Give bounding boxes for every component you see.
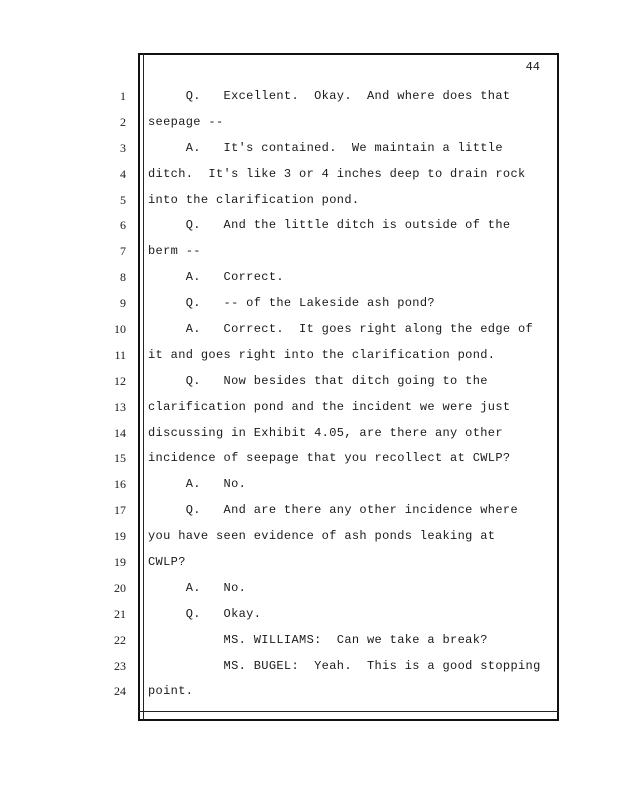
line-number: 8 xyxy=(120,270,126,285)
line-number: 14 xyxy=(114,425,126,440)
line-number: 23 xyxy=(114,658,126,673)
transcript-line: seepage -- xyxy=(148,114,224,129)
transcript-line: A. No. xyxy=(148,580,247,595)
line-number: 22 xyxy=(114,632,126,647)
line-number: 17 xyxy=(114,503,126,518)
line-number: 20 xyxy=(114,580,126,595)
transcript-line: ditch. It's like 3 or 4 inches deep to drain rock xyxy=(148,166,526,181)
transcript-line: berm -- xyxy=(148,244,201,259)
transcript-line: into the clarification pond. xyxy=(148,192,360,207)
line-number: 7 xyxy=(120,244,126,259)
transcript-line: Q. And the little ditch is outside of the xyxy=(148,218,511,233)
line-number: 10 xyxy=(114,322,126,337)
line-number: 6 xyxy=(120,218,126,233)
transcript-line: A. Correct. It goes right along the edge of xyxy=(148,322,534,337)
transcript-line: discussing in Exhibit 4.05, are there any other xyxy=(148,425,503,440)
line-number: 9 xyxy=(120,296,126,311)
line-number: 12 xyxy=(114,373,126,388)
transcript-line: Q. Now besides that ditch going to the xyxy=(148,373,488,388)
transcript-line: Q. Excellent. Okay. And where does that xyxy=(148,89,511,103)
line-number: 2 xyxy=(120,114,126,129)
line-number: 21 xyxy=(114,606,126,621)
page-number: 44 xyxy=(525,60,540,74)
line-number: 11 xyxy=(114,347,126,362)
line-number: 19 xyxy=(114,555,126,570)
transcript-line: Q. And are there any other incidence where xyxy=(148,503,519,518)
transcript-text xyxy=(148,86,548,707)
transcript-line: incidence of seepage that you recollect at CWLP? xyxy=(148,451,511,466)
line-number: 16 xyxy=(114,477,126,492)
transcript-line: clarification pond and the incident we were just xyxy=(148,399,511,414)
transcript-line: MS. WILLIAMS: Can we take a break? xyxy=(148,632,488,647)
transcript-line: Q. Okay. xyxy=(148,606,262,621)
transcript-line: A. It's contained. We maintain a little xyxy=(148,140,503,155)
left-margin-rule xyxy=(143,53,144,721)
transcript-line: CWLP? xyxy=(148,555,186,570)
line-number: 5 xyxy=(120,192,126,207)
line-number: 13 xyxy=(114,399,126,414)
transcript-line: A. Correct. xyxy=(148,270,284,285)
transcript-line: you have seen evidence of ash ponds leaking at xyxy=(148,529,496,544)
line-number: 24 xyxy=(114,684,126,699)
transcript-line: point. xyxy=(148,684,194,699)
transcript-line: A. No. xyxy=(148,477,247,492)
transcript-line: MS. BUGEL: Yeah. This is a good stopping xyxy=(148,658,541,673)
transcript-line: it and goes right into the clarification pond. xyxy=(148,347,496,362)
line-number-column xyxy=(100,86,126,707)
line-number: 1 xyxy=(120,89,126,103)
line-number: 3 xyxy=(120,140,126,155)
line-number: 15 xyxy=(114,451,126,466)
transcript-line: Q. -- of the Lakeside ash pond? xyxy=(148,296,435,311)
bottom-margin-rule xyxy=(138,711,559,712)
line-number: 19 xyxy=(114,529,126,544)
line-number: 4 xyxy=(120,166,126,181)
